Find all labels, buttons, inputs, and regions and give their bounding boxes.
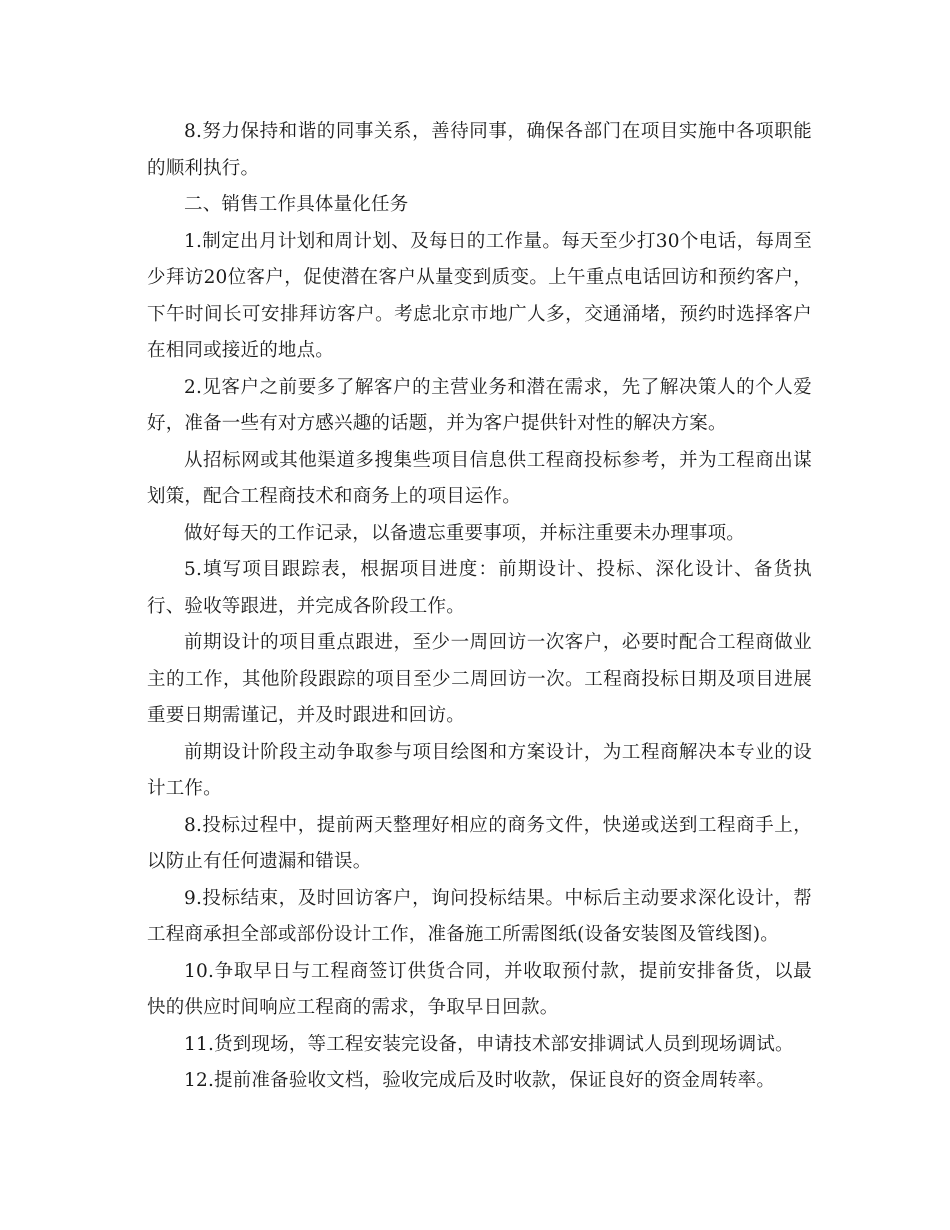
paragraph-10-supply-contract: 10.争取早日与工程商签订供货合同，并收取预付款，提前安排备货，以最快的供应时间响应工程商的需求，争取早日回款。	[147, 960, 812, 1018]
paragraph-early-design-follow-up: 前期设计的项目重点跟进，至少一周回访一次客户，必要时配合工程商做业主的工作，其他阶段跟踪的项目至少二周回访一次。工程商投标日期及项目进展重要日期需谨记，并及时跟进和回访。	[147, 632, 812, 726]
paragraph-12-acceptance-payment: 12.提前准备验收文档，验收完成后及时收款，保证良好的资金周转率。	[184, 1070, 776, 1091]
section-heading-sales-tasks: 二、销售工作具体量化任务	[184, 194, 409, 215]
paragraph-9-bid-result: 9.投标结束，及时回访客户，询问投标结果。中标后主动要求深化设计，帮工程商承担全部或部份设计工作，准备施工所需图纸(设备安装图及管线图)。	[147, 887, 812, 945]
paragraph-project-info-collection: 从招标网或其他渠道多搜集些项目信息供工程商投标参考，并为工程商出谋划策，配合工程商技术和商务上的项目运作。	[147, 449, 812, 507]
paragraph-5-project-tracking: 5.填写项目跟踪表，根据项目进度：前期设计、投标、深化设计、备货执行、验收等跟进，并完成各阶段工作。	[147, 559, 812, 617]
document-body	[147, 114, 812, 1100]
paragraph-8-bidding-process: 8.投标过程中，提前两天整理好相应的商务文件，快递或送到工程商手上，以防止有任何遗漏和错误。	[147, 814, 812, 872]
paragraph-2-customer-research: 2.见客户之前要多了解客户的主营业务和潜在需求，先了解决策人的个人爱好，准备一些有对方感兴趣的话题，并为客户提供针对性的解决方案。	[147, 376, 812, 434]
paragraph-daily-work-record: 做好每天的工作记录，以备遗忘重要事项，并标注重要未办理事项。	[184, 522, 746, 544]
paragraph-8-colleague-relations: 8.努力保持和谐的同事关系，善待同事，确保各部门在项目实施中各项职能的顺利执行。	[147, 121, 812, 179]
paragraph-1-work-plan: 1.制定出月计划和周计划、及每日的工作量。每天至少打30个电话，每周至少拜访20位客户，促使潜在客户从量变到质变。上午重点电话回访和预约客户，下午时间长可安排拜访客户。考虑北京市地广人多，交通涌堵，预约时选择客户在相同或接近的地点。	[147, 230, 812, 361]
paragraph-11-delivery-debugging: 11.货到现场，等工程安装完设备，申请技术部安排调试人员到现场调试。	[184, 1033, 794, 1055]
paragraph-design-participation: 前期设计阶段主动争取参与项目绘图和方案设计，为工程商解决本专业的设计工作。	[147, 741, 812, 799]
